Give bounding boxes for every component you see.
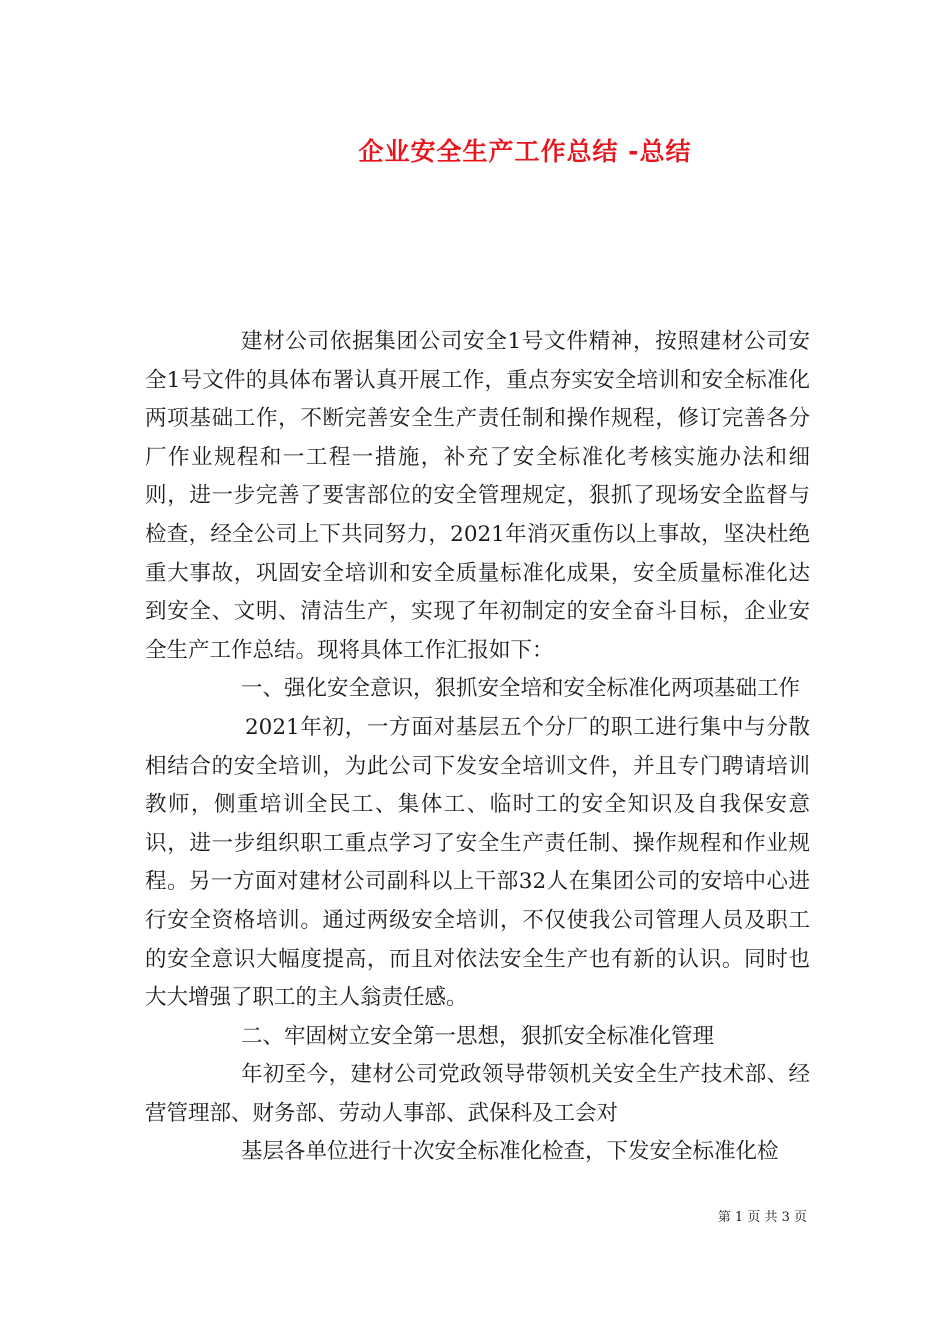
document-title: 企业安全生产工作总结 -总结 xyxy=(358,137,692,166)
page-number-footer: 第 1 页 共 3 页 xyxy=(717,1210,807,1225)
section-heading-2: 二、牢固树立安全第一思想，狠抓安全标准化管理 xyxy=(241,1023,715,1049)
paragraph-intro: 建材公司依据集团公司安全1号文件精神，按照建材公司安全1号文件的具体布署认真开展工作，重点夯实安全培训和安全标准化两项基础工作，不断完善安全生产责任制和操作规程，修订完善各分厂作业规程和一工程一措施，补充了安全标准化考核实施办法和细则，进一步完善了要害部位的安全管理规定，狠抓了现场安全监督与检查，经全公司上下共同努力，2021年消灭重伤以上事故，坚决杜绝重大事故，巩固安全培训和安全质量标准化成果，安全质量标准化达到安全、文明、清洁生产，实现了年初制定的安全奋斗目标，企业安全生产工作总结。现将具体工作汇报如下： xyxy=(145,329,810,663)
document-body xyxy=(145,323,810,1172)
paragraph-training: 2021年初，一方面对基层五个分厂的职工进行集中与分散相结合的安全培训，为此公司下发安全培训文件，并且专门聘请培训教师，侧重培训全民工、集体工、临时工的安全知识及自我保安意识，进一步组织职工重点学习了安全生产责任制、操作规程和作业规程。另一方面对建材公司副科以上干部32人在集团公司的安培中心进行安全资格培训。通过两级安全培训，不仅使我公司管理人员及职工的安全意识大幅度提高，而且对依法安全生产也有新的认识。同时也大大增强了职工的主人翁责任感。 xyxy=(145,714,810,1011)
section-heading-1: 一、强化安全意识，狠抓安全培和安全标准化两项基础工作 xyxy=(241,676,801,702)
paragraph-inspection: 年初至今，建材公司党政领导带领机关安全生产技术部、经营管理部、财务部、劳动人事部、武保科及工会对 xyxy=(145,1062,810,1126)
paragraph-inspection-continued: 基层各单位进行十次安全标准化检查，下发安全标准化检 xyxy=(241,1139,779,1165)
